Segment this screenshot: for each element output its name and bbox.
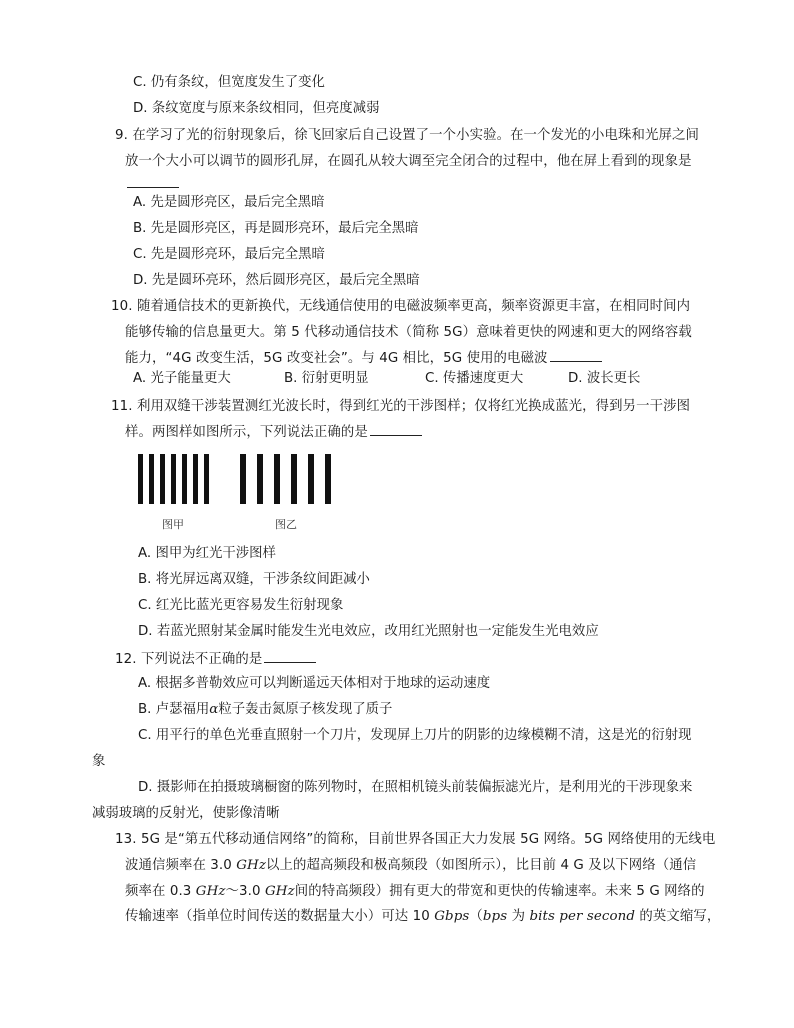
q9-stem-line1: 9. 在学习了光的衍射现象后，徐飞回家后自己设置了一个小实验。在一个发光的小电珠和光屏之间	[115, 128, 699, 143]
q11-option-b: B. 将光屏远离双缝，干涉条纹间距减小	[138, 572, 370, 587]
q11-stem-line2	[125, 423, 422, 442]
q12-stem	[115, 650, 316, 669]
q11-option-a: A. 图甲为红光干涉图样	[138, 546, 276, 561]
q8-option-c: C. 仍有条纹，但宽度发生了变化	[133, 75, 325, 90]
q13-line3-unit1: GHz	[195, 884, 226, 899]
fringe-pattern-left	[138, 454, 209, 504]
q13-line3-post: 间的特高频段）拥有更大的带宽和更快的传输速率。未来 5 G 网络的	[294, 884, 705, 899]
q13-line4-unit: Gbps	[434, 909, 470, 924]
alpha-symbol: α	[209, 702, 219, 717]
q10-stem-line3-text: 能力，“4G 改变生活，5G 改变社会”。与 4G 相比，5G 使用的电磁波	[125, 351, 548, 366]
q10-option-d: D. 波长更长	[568, 371, 641, 386]
fig-right-label: 图乙	[275, 518, 297, 531]
q12-option-b-post: 粒子轰击氮原子核发现了质子	[218, 702, 393, 717]
q9-option-c: C. 先是圆形亮环，最后完全黑暗	[133, 247, 325, 262]
q13-stem-line3	[125, 883, 705, 901]
q13-line4-post: 的英文缩写，	[639, 909, 721, 924]
q13-line4-full: bits per second	[529, 909, 636, 924]
q11-stem-line1: 11. 利用双缝干涉装置测红光波长时，得到红光的干涉图样；仅将红光换成蓝光，得到另一干涉图	[111, 399, 691, 414]
fig-left-label: 图甲	[162, 518, 184, 531]
q9-option-d: D. 先是圆环亮环，然后圆形亮区，最后完全黑暗	[133, 273, 420, 288]
q12-stem-text: 12. 下列说法不正确的是	[115, 652, 263, 667]
q11-option-c: C. 红光比蓝光更容易发生衍射现象	[138, 598, 344, 613]
q13-line4-bps: bps	[482, 909, 508, 924]
q10-option-b: B. 衍射更明显	[284, 371, 369, 386]
q11-stem-line2-text: 样。两图样如图所示，下列说法正确的是	[125, 425, 368, 440]
q10-stem-line1: 10. 随着通信技术的更新换代，无线通信使用的电磁波频率更高，频率资源更丰富，在相同时间内	[111, 299, 691, 314]
q9-stem-line2	[125, 153, 692, 171]
q13-stem-line4	[125, 908, 720, 926]
q13-line4-pre: 传输速率（指单位时间传送的数据量大小）可达 10	[125, 909, 430, 924]
interference-figure	[130, 448, 340, 536]
q13-line2-post: 以上的超高频段和极高频段（如图所示），比目前 4 G 及以下网络（通信	[266, 858, 697, 873]
q13-line4-mid: （	[469, 909, 483, 924]
q12-option-d-line1: D. 摄影师在拍摄玻璃橱窗的陈列物时，在照相机镜头前装偏振滤光片，是利用光的干涉现象来	[138, 780, 693, 795]
q10-option-c: C. 传播速度更大	[425, 371, 524, 386]
q9-option-a: A. 先是圆形亮区，最后完全黑暗	[133, 195, 325, 210]
q13-line2-unit: GHz	[236, 858, 266, 873]
q12-option-a: A. 根据多普勒效应可以判断遥远天体相对于地球的运动速度	[138, 676, 491, 691]
q13-stem-line2	[125, 857, 696, 875]
q12-option-d-line2: 减弱玻璃的反射光，使影像清晰	[92, 806, 280, 821]
q13-line3-pre: 频率在 0.3	[125, 884, 192, 899]
q13-line3-unit2: GHz	[264, 884, 295, 899]
q13-stem-line1: 13. 5G 是“第五代移动通信网络”的简称，目前世界各国正大力发展 5G 网络。5G 网络使用的无线电	[115, 832, 716, 847]
q11-option-d: D. 若蓝光照射某金属时能发生光电效应，改用红光照射也一定能发生光电效应	[138, 624, 599, 639]
q10-stem-line2: 能够传输的信息量更大。第 5 代移动通信技术（简称 5G）意味着更快的网速和更大的网络容载	[125, 325, 692, 340]
q12-option-b-pre: B. 卢瑟福用	[138, 702, 210, 717]
q12-option-c-line2: 象	[92, 754, 106, 769]
q9-stem-line2-text: 放一个大小可以调节的圆形孔屏，在圆孔从较大调至完全闭合的过程中，他在屏上看到的现象是	[125, 154, 692, 169]
q10-option-a: A. 光子能量更大	[133, 371, 231, 386]
q13-line3-mid: ～3.0	[225, 884, 261, 899]
fringe-pattern-right	[240, 454, 331, 504]
q12-option-c-line1: C. 用平行的单色光垂直照射一个刀片，发现屏上刀片的阴影的边缘模糊不清，这是光的衍射现	[138, 728, 692, 743]
q8-option-d: D. 条纹宽度与原来条纹相同，但亮度减弱	[133, 101, 380, 116]
q10-stem-line3	[125, 349, 602, 368]
q9-answer-blank	[125, 175, 179, 194]
q13-line4-mid2: 为	[511, 909, 526, 924]
q12-option-b	[138, 701, 392, 719]
q9-option-b: B. 先是圆形亮区，再是圆形亮环，最后完全黑暗	[133, 221, 419, 236]
q13-line2-pre: 波通信频率在 3.0	[125, 858, 232, 873]
